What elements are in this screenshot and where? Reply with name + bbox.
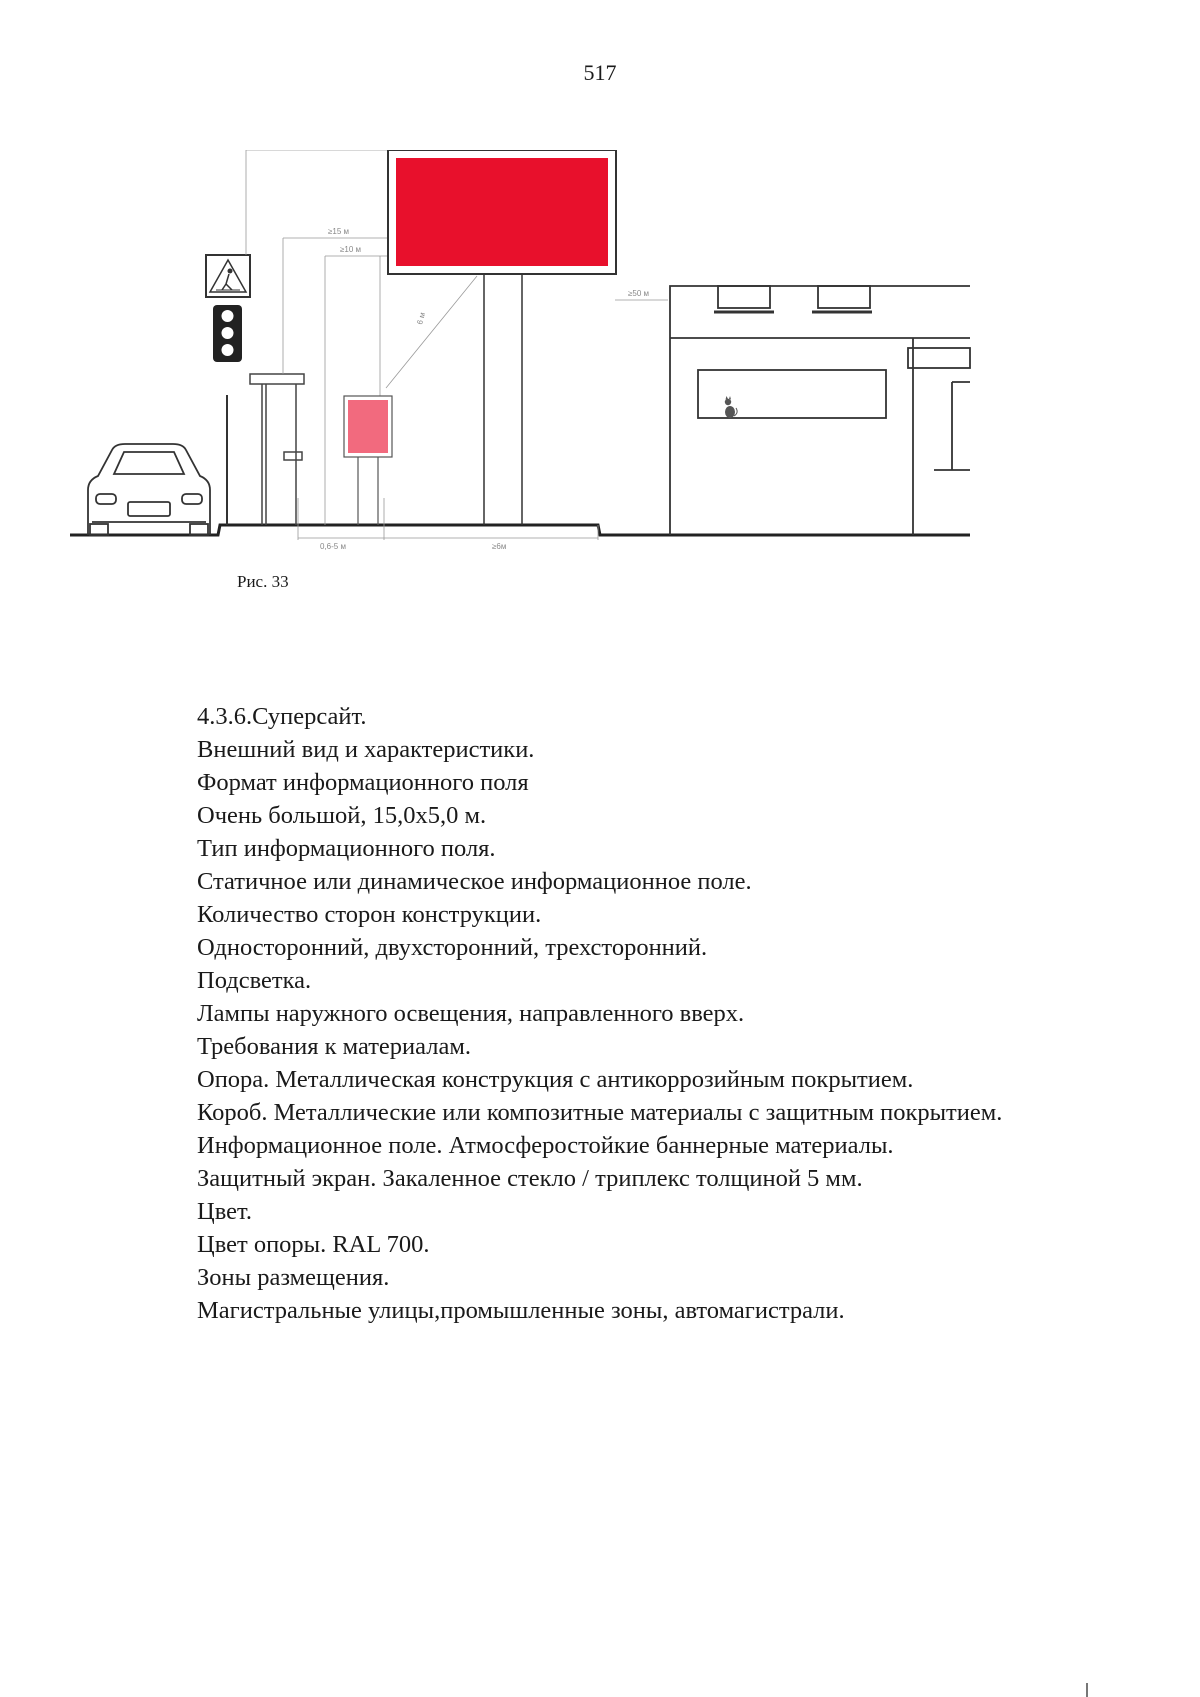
section-heading: 4.3.6.Суперсайт.	[197, 703, 367, 730]
text-line: Формат информационного поля	[197, 769, 529, 796]
ground-line	[70, 525, 970, 535]
text-line: Магистральные улицы,промышленные зоны, автомагистрали.	[197, 1297, 845, 1324]
scan-edge-mark	[1086, 1683, 1088, 1697]
cat-icon	[725, 396, 737, 418]
text-line: Короб. Металлические или композитные материалы с защитным покрытием.	[197, 1099, 1003, 1126]
dim-label-span: ≥6м	[492, 542, 507, 550]
text-line: Информационное поле. Атмосферостойкие баннерные материалы.	[197, 1132, 894, 1159]
citylight-panel	[344, 396, 392, 525]
text-line: Внешний вид и характеристики.	[197, 736, 535, 763]
text-line: Тип информационного поля.	[197, 835, 496, 862]
dim-label-10: ≥10 м	[340, 245, 362, 254]
text-line: Очень большой, 15,0х5,0 м.	[197, 802, 487, 829]
text-line: Количество сторон конструкции.	[197, 901, 542, 928]
text-line: Статичное или динамическое информационное поле.	[197, 868, 752, 895]
text-line: Подсветка.	[197, 967, 312, 994]
figure-billboard-placement	[70, 150, 1060, 550]
pedestrian-crossing-sign-icon	[206, 255, 250, 297]
text-line: Лампы наружного освещения, направленного вверх.	[197, 1000, 745, 1027]
page-number: 517	[583, 60, 617, 85]
section-body	[125, 700, 1100, 1327]
text-line: Зоны размещения.	[197, 1264, 390, 1291]
car-icon	[88, 444, 210, 535]
dim-label-50: ≥50 м	[628, 289, 650, 298]
text-line: Опора. Металлическая конструкция с антикоррозийным покрытием.	[197, 1066, 914, 1093]
figure-caption: Рис. 33	[237, 572, 289, 591]
text-line: Защитный экран. Закаленное стекло / триплекс толщиной 5 мм.	[197, 1165, 863, 1192]
text-line: Требования к материалам.	[197, 1033, 471, 1060]
bus-stop-icon	[250, 374, 304, 525]
text-line: Цвет.	[197, 1198, 252, 1225]
dim-label-15: ≥15 м	[328, 227, 350, 236]
supersite-billboard	[388, 150, 616, 525]
traffic-light-icon	[213, 305, 242, 362]
text-line: Цвет опоры. RAL 700.	[197, 1231, 430, 1258]
dim-label-gap: 0,6-5 м	[320, 542, 346, 550]
text-line: Односторонний, двухсторонний, трехсторонний.	[197, 934, 708, 961]
dim-label-diagonal: 6 м	[415, 311, 428, 326]
building	[670, 286, 970, 535]
